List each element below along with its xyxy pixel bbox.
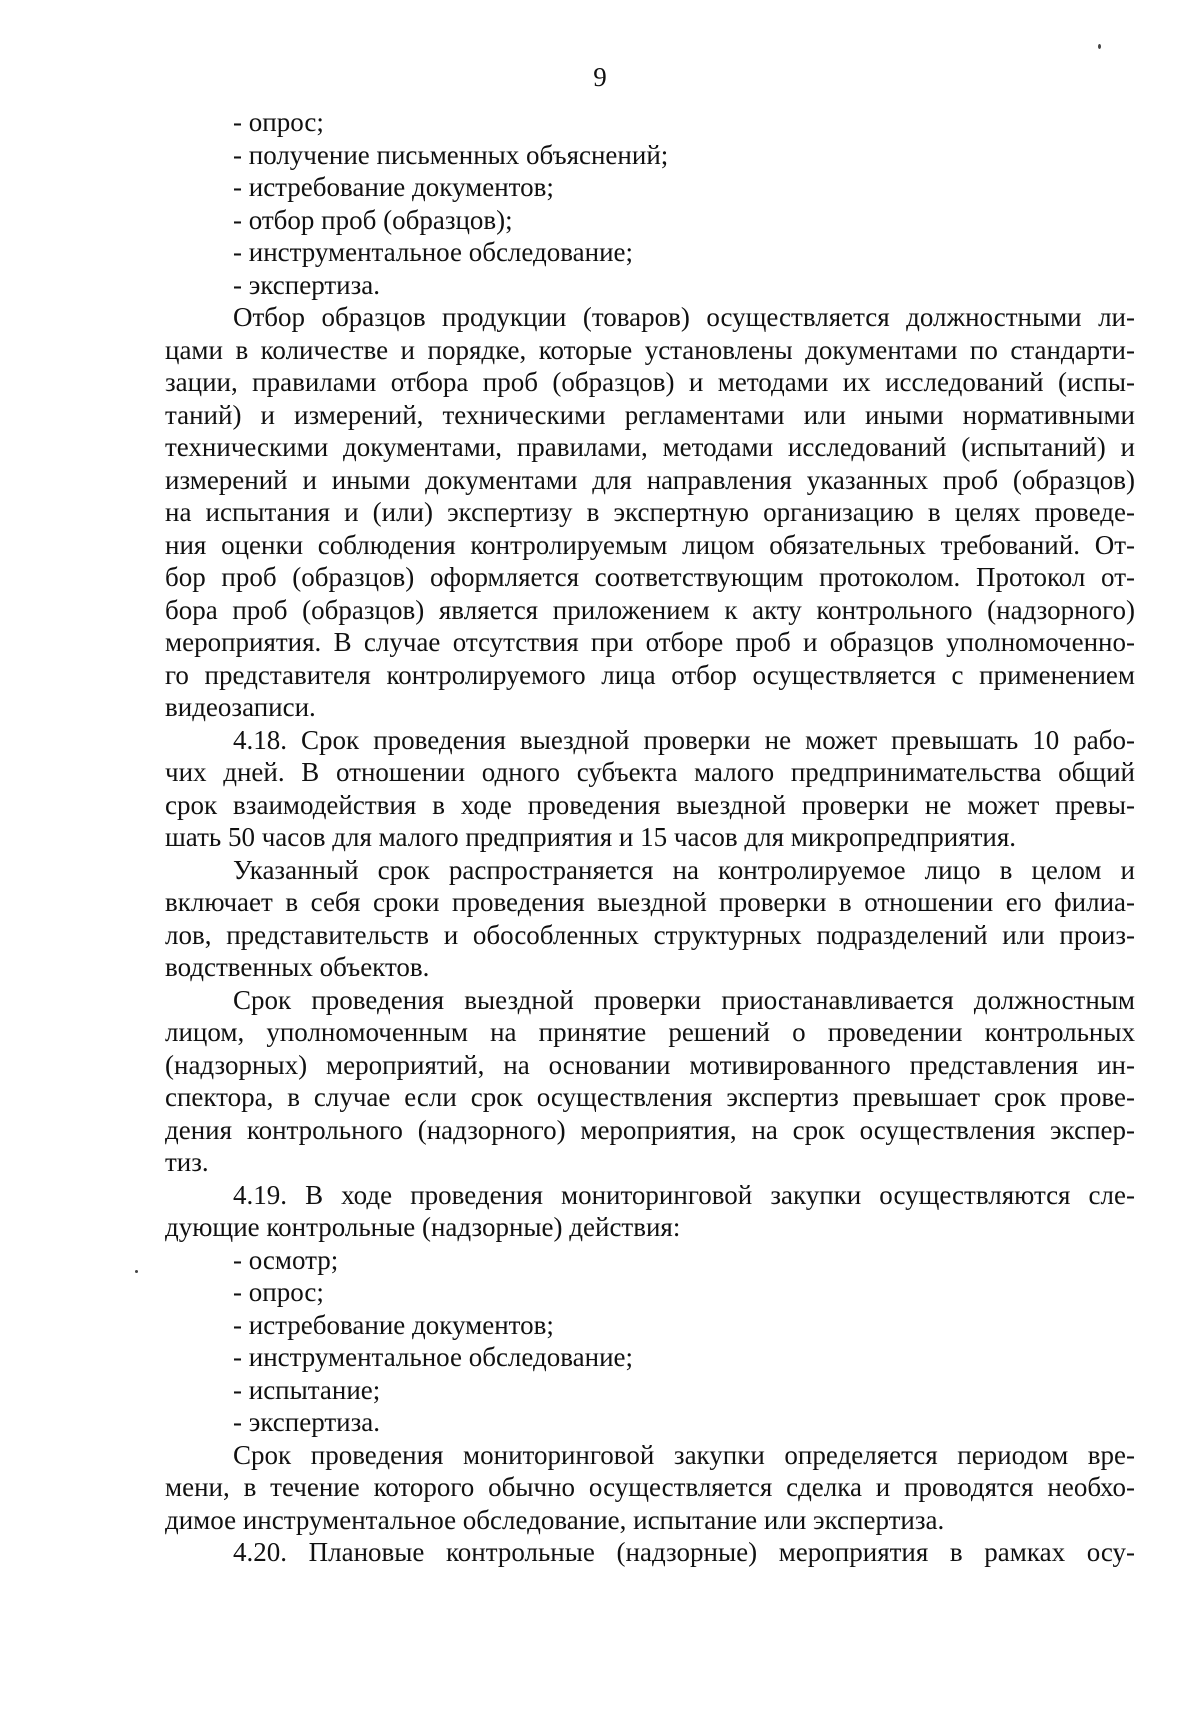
paragraph-line: димое инструментальное обследование, испытание или экспертиза. [165, 1504, 945, 1535]
list-item: - отбор проб (образцов); [233, 204, 513, 235]
page-number: 9 [593, 62, 607, 92]
paragraph-line: тиз. [165, 1147, 209, 1177]
paragraph-line: водственных объектов. [165, 952, 430, 982]
paragraph-line: цами в количестве и порядке, которые установлены документами по стандарти- [165, 334, 1135, 365]
list-item: - инструментальное обследование; [233, 1342, 634, 1372]
list-item: - истребование документов; [233, 1309, 554, 1340]
scan-speck [135, 1270, 138, 1273]
list-item: - опрос; [233, 1277, 324, 1307]
paragraph-line: мени, в течение которого обычно осуществляется сделка и проводятся необхо- [165, 1472, 1135, 1502]
list-item: - истребование документов; [233, 172, 554, 202]
paragraph-line: включает в себя сроки проведения выездной проверки в отношении его филиа- [165, 887, 1135, 917]
paragraph-line: лов, представительств и обособленных структурных подразделений или произ- [165, 919, 1135, 950]
list-item: - получение письменных объяснений; [233, 139, 669, 170]
paragraph-line: дения контрольного (надзорного) мероприятия, на срок осуществления экспер- [165, 1114, 1135, 1145]
paragraph-line: видеозаписи. [165, 692, 316, 722]
paragraph-line: на испытания и (или) экспертизу в экспертную организацию в целях проведе- [165, 497, 1135, 527]
paragraph-line: Срок проведения мониторинговой закупки определяется периодом вре- [233, 1439, 1135, 1470]
paragraph-line: бор проб (образцов) оформляется соответствующим протоколом. Протокол от- [165, 562, 1135, 592]
paragraph-line: 4.18. Срок проведения выездной проверки не может превышать 10 рабо- [233, 724, 1135, 755]
document-body [165, 106, 1135, 1569]
paragraph-line: 4.20. Плановые контрольные (надзорные) мероприятия в рамках осу- [233, 1537, 1135, 1567]
scan-speck [1098, 44, 1101, 49]
paragraph-line: мероприятия. В случае отсутствия при отборе проб и образцов уполномоченно- [165, 627, 1135, 657]
list-item: - опрос; [233, 107, 324, 137]
paragraph-line: ния оценки соблюдения контролируемым лицом обязательных требований. От- [165, 529, 1135, 560]
list-item: - инструментальное обследование; [233, 237, 634, 267]
paragraph-line: спектора, в случае если срок осуществления экспертиз превышает срок прове- [165, 1082, 1135, 1112]
paragraph-line: (надзорных) мероприятий, на основании мотивированного представления ин- [165, 1049, 1135, 1080]
list-item: - экспертиза. [233, 269, 380, 300]
paragraph-line: срок взаимодействия в ходе проведения выездной проверки не может превы- [165, 789, 1135, 820]
paragraph-line: зации, правилами отбора проб (образцов) и методами их исследований (испы- [165, 367, 1135, 397]
paragraph-line: чих дней. В отношении одного субъекта малого предпринимательства общий [165, 757, 1135, 787]
paragraph-line: техническими документами, правилами, методами исследований (испытаний) и [165, 432, 1135, 462]
list-item: - экспертиза. [233, 1407, 380, 1437]
paragraph-line: Указанный срок распространяется на контролируемое лицо в целом и [233, 854, 1135, 885]
list-item: - испытание; [233, 1374, 381, 1405]
paragraph-line: шать 50 часов для малого предприятия и 15 часов для микропредприятия. [165, 822, 1016, 852]
paragraph-line: бора проб (образцов) является приложением к акту контрольного (надзорного) [165, 594, 1135, 625]
paragraph-line: 4.19. В ходе проведения мониторинговой закупки осуществляются сле- [233, 1179, 1135, 1210]
paragraph-line: Отбор образцов продукции (товаров) осуществляется должностными ли- [233, 302, 1135, 332]
paragraph-line: Срок проведения выездной проверки приостанавливается должностным [233, 984, 1135, 1015]
paragraph-line: лицом, уполномоченным на принятие решений о проведении контрольных [165, 1017, 1135, 1047]
paragraph-line: го представителя контролируемого лица отбор осуществляется с применением [165, 659, 1135, 690]
paragraph-line: дующие контрольные (надзорные) действия: [165, 1212, 681, 1242]
paragraph-line: таний) и измерений, техническими регламентами или иными нормативными [165, 399, 1135, 430]
list-item: - осмотр; [233, 1244, 339, 1275]
paragraph-line: измерений и иными документами для направления указанных проб (образцов) [165, 464, 1135, 495]
